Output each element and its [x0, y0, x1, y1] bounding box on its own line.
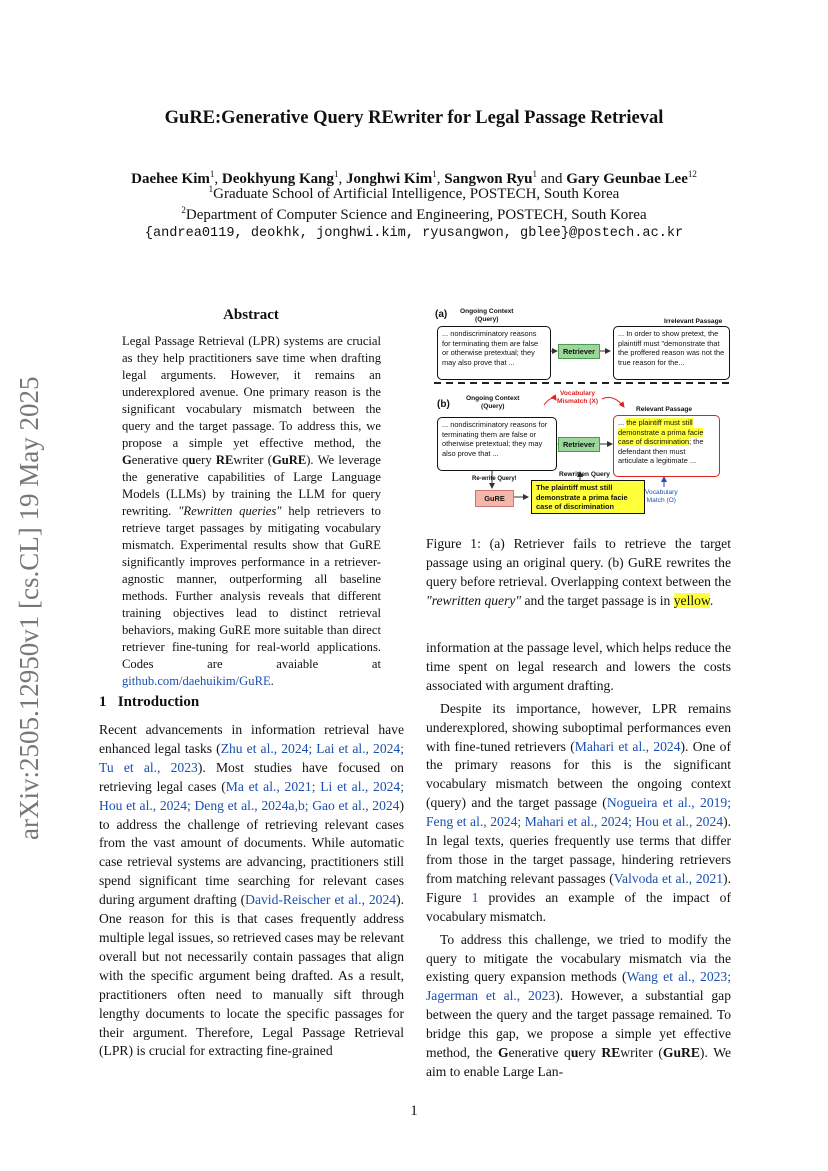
page-number: 1: [410, 1103, 418, 1119]
author-name: Daehee Kim: [131, 171, 210, 187]
abstract-body: Legal Passage Retrieval (LPR) systems are crucial as they help practitioners save time when drafting legal arguments. However, it remains an underexplored avenue. One primary reason is the significant vocabulary mismatch between the query and the target passage. To address this, we propose a simple yet effective method, the Generative query REwriter (GuRE). We leverage the generative capabilities of Large Language Models (LLMs) by training the LLM for query rewriting. "Rewritten queries" help retrievers to retrieve target passages by mitigating vocabulary mismatch. Experimental results show that GuRE significantly improves performance in a retriever-agnostic manner, outperforming all baseline methods. Further analysis reveals that different training objectives lead to distinct retrieval behaviors, making GuRE more suitable than direct retriever fine-tuning for real-world applications. Codes are avaiable at github.com/daehuikim/GuRE.: [122, 334, 382, 688]
ongoing-context-label: Ongoing Context (Query): [466, 395, 520, 410]
arxiv-sidebar: [14, 330, 54, 840]
right-column-text: information at the passage level, which helps reduce the time spent on legal research and lowers the costs associated with argument drafting. Despite its importance, however, LPR remains underexplored, showing suboptimal performances even with fine-tuned retrievers (Mahari et al., 2024). One of the primary reasons for this is the significant vocabulary mismatch between the ongoing context (query) and the target passage (Nogueira et al., 2019; Feng et al., 2024; Mahari et al., 2024; Hou et al., 2024). In legal texts, queries frequently use terms that differ from those in the target passage, hindering retrievers from matching relevant passages (Valvoda et al., 2021). Figure 1 provides an example of the impact of vocabulary mismatch. To address this challenge, we tried to modify the query to mitigate the vocabulary mismatch via the existing query expansion methods (Wang et al., 2023; Jagerman et al., 2023). However, a substantial gap between the query and the target passage remained. To bridge this gap, we propose a simple yet effective method, the Generative query REwriter (GuRE). We aim to enable Large Lan-: [426, 640, 732, 1079]
vocab-match-label: Vocabulary Match (O): [645, 489, 678, 504]
paper-title: GuRE:Generative Query REwriter for Legal Passage Retrieval: [164, 108, 664, 128]
author-name: Gary Geunbae Lee: [566, 171, 688, 187]
retriever-a: Retriever: [558, 344, 600, 359]
panel-b-label: (b): [437, 399, 450, 410]
irrelevant-passage-label: Irrelevant Passage: [664, 318, 723, 325]
abstract-heading: Abstract: [223, 307, 279, 323]
author-name: Sangwon Ryu: [444, 171, 533, 187]
left-column-text: Recent advancements in information retrieval have enhanced legal tasks (Zhu et al., 2024; Lai et al., 2024; Tu et al., 2023). Most studies have focused on retrieving legal cases (Ma et al., 2021; Li et al., 2024; Hou et al., 2024; Deng et al., 2024a,b; Gao et al., 2024) to address the challenge of retrieving relevant cases from the vast amount of documents. While automatic case retrieval systems are advancing, practitioners still spend significant time searching for relevant cases during argument drafting (David-Reischer et al., 2024). One reason for this is that cases frequently address multiple legal issues, so retrieved cases may be relevant overall but not necessarily contain passages that align with the specific argument being drafted. As a result, practitioners often need to manually sift through lengthy documents to locate the specific passages for their argument. Therefore, Legal Passage Retrieval (LPR) is crucial for extracting fine-grained: [99, 722, 404, 1059]
author-list: Daehee Kim$^1$, Deokhyung Kang$^1$, Jonghwi Kim$^1$, Sangwon Ryu$^1$ and Gary Geunbae Lee$^{12}$: [131, 169, 697, 187]
author-name: Jonghwi Kim: [346, 171, 433, 187]
relevant-passage-box: ... the plaintiff must still demonstrate a prima facie case of discrimination; the defendant then must articulate a legitimate ...: [613, 415, 720, 477]
retriever-b: Retriever: [558, 437, 600, 452]
query-box-b: ... nondiscriminatory reasons for terminating them are false or otherwise pretextual; they may also prove that ...: [437, 417, 557, 471]
author-name: Deokhyung Kang: [221, 171, 334, 187]
code-link[interactable]: github.com/daehuikim/GuRE: [122, 674, 271, 688]
panel-a-label: (a): [435, 309, 448, 320]
rewritten-query-label: Rewritten Query: [559, 471, 610, 478]
rewrite-query-label: Re-write Query!: [472, 476, 517, 482]
query-box-a: ... nondiscriminatory reasons for terminating them are false or otherwise pretextual; they may also prove that ...: [437, 326, 551, 380]
vocab-mismatch-label: Vocabulary Mismatch (X): [557, 390, 599, 405]
ongoing-context-label: Ongoing Context (Query): [460, 308, 514, 323]
arxiv-id: arXiv:2505.12950v1 [cs.CL] 19 May 2025: [14, 376, 44, 840]
author-emails: {andrea0119, deokhk, jonghwi.kim, ryusangwon, gblee}@postech.ac.kr: [144, 226, 684, 241]
gure-model-box: GuRE: [475, 490, 514, 507]
affiliation-2: $^2$Department of Computer Science and Engineering, POSTECH, South Korea: [181, 205, 647, 223]
figure-1: [432, 307, 734, 515]
rewritten-query-box: The plaintiff must still demonstrate a prima facie case of discrimination: [531, 480, 645, 514]
irrelevant-passage-box: ... In order to show pretext, the plaintiff must "demonstrate that the proffered reason was not the true reason for the...: [613, 326, 730, 380]
section-heading: 1 Introduction: [99, 694, 200, 710]
affiliation-1: $^1$Graduate School of Artificial Intelligence, POSTECH, South Korea: [208, 184, 620, 202]
relevant-passage-label: Relevant Passage: [636, 406, 693, 413]
figure-caption: Figure 1: (a) Retriever fails to retrieve the target passage using an original query. (b) GuRE rewrites the query before retrieval. Overlapping context between the "rewritten query" and the target passage is in yellow.: [426, 536, 731, 608]
